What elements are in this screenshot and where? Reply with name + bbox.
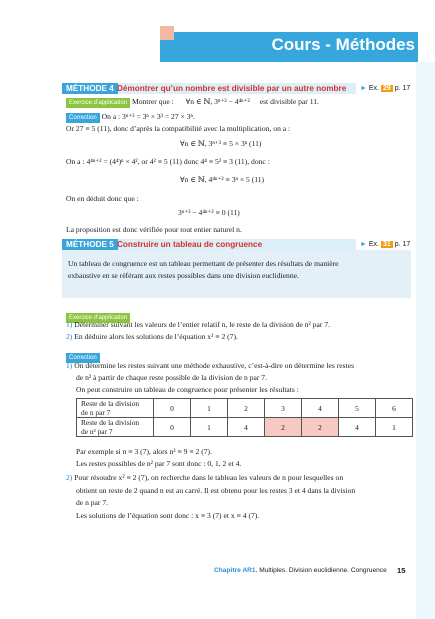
congruence-table	[76, 398, 413, 437]
method5-intro-line2: exhaustive en se référant aux restes possibles dans une division euclidienne.	[68, 271, 299, 280]
exercise-number-badge: 31	[382, 241, 391, 248]
method5-c1-remainders: Les restes possibles de n² par 7 sont donc : 0, 1, 2 et 4.	[76, 459, 242, 468]
table-cell: 4	[302, 399, 339, 418]
table-cell-highlighted: 2	[302, 418, 339, 437]
right-margin-strip	[416, 62, 435, 619]
method5-title: Construire un tableau de congruence	[117, 240, 263, 249]
page-title: Cours - Méthodes	[271, 35, 415, 54]
method5-c1-line1: 1) On détermine les restes suivant une méthode exhaustive, c’est-à-dire on détermine les restes	[66, 361, 355, 370]
method5-c1-line2: de n² à partir de chaque reste possible de la division de n par 7.	[76, 373, 268, 382]
exercise-tag: Exercice d’application	[66, 313, 130, 323]
table-cell: 1	[376, 418, 413, 437]
correction-tag: Correction	[66, 113, 100, 123]
page-footer	[214, 567, 387, 574]
method4-line2: Or 27 ≡ 5 (11), donc d’après la compatibilité avec la multiplication, on a :	[66, 124, 291, 133]
table-cell: 2	[228, 399, 265, 418]
chapter-banner	[0, 26, 435, 62]
table-cell: 4	[228, 418, 265, 437]
exercise-number-badge: 29	[382, 85, 391, 92]
table-cell: 1	[191, 399, 228, 418]
exercise-tag: Exercice d’application	[66, 98, 130, 108]
footer-chapter: Chapitre AR1.	[214, 567, 258, 574]
method4-line4: On en déduit donc que :	[66, 194, 139, 203]
method4-title: Démontrer qu’un nombre est divisible par un autre nombre	[117, 84, 347, 93]
table-cell: 3	[265, 399, 302, 418]
table-row	[77, 399, 413, 418]
method4-correction-line1: Correction On a : 3ⁿ⁺³ = 3ⁿ × 3³ = 27 × 3ⁿ.	[66, 111, 195, 123]
method5-c2-solutions: Les solutions de l’équation sont donc : x ≡ 3 (7) et x ≡ 4 (7).	[76, 511, 260, 520]
method5-question1: 1) Déterminer suivant les valeurs de l’entier relatif n, le reste de la division de n² par 7.	[66, 320, 330, 329]
page-number: 15	[397, 566, 406, 575]
table-row-header: Reste de la division de n² par 7	[77, 418, 154, 437]
table-cell: 0	[154, 418, 191, 437]
arrow-right-icon: ►	[360, 241, 367, 248]
method5-c2-line1: 2) Pour résoudre x² ≡ 2 (7), on recherche dans le tableau les valeurs de n pour lesquelles on	[66, 473, 344, 482]
method4-eq3: 3ⁿ⁺³ − 4⁴ⁿ⁺² ≡ 0 (11)	[178, 208, 240, 217]
congruence-table-wrap	[76, 398, 413, 437]
method5-tag: MÉTHODE 5	[62, 239, 118, 250]
method4-conclusion: La proposition est donc vérifiée pour tout entier naturel n.	[66, 225, 242, 234]
method5-c2-line2: obtient un reste de 2 quand n est au carré. Il est obtenu pour les restes 3 et 4 dans la division	[76, 486, 356, 495]
method5-c2-line3: de n par 7.	[76, 498, 109, 507]
method5-c1-line3: On peut construire un tableau de congruence pour présenter les résultats :	[76, 385, 299, 394]
method5-intro-line1: Un tableau de congruence est un tableau permettant de présenter des résultats de manière	[68, 259, 339, 268]
method4-exercise-ref[interactable]: ► Ex. 29 p. 17	[360, 85, 411, 92]
method4-line3: On a : 4⁴ⁿ⁺² = (4⁴)ⁿ × 4², or 4² ≡ 5 (11) donc 4⁴ ≡ 5² ≡ 3 (11), donc :	[66, 157, 270, 166]
method4-statement: Exercice d’application Montrer que : ∀n ∈ ℕ, 3ⁿ⁺³ − 4⁴ⁿ⁺² est divisible par 11.	[66, 96, 319, 108]
method4-header	[62, 83, 356, 94]
banner-accent-square	[160, 26, 174, 40]
table-cell: 5	[339, 399, 376, 418]
method5-question2: 2) En déduire alors les solutions de l’équation x² ≡ 2 (7).	[66, 332, 238, 341]
table-row-header: Reste de la division de n par 7	[77, 399, 154, 418]
method5-header	[62, 239, 356, 250]
table-cell: 0	[154, 399, 191, 418]
table-cell: 4	[339, 418, 376, 437]
table-cell: 6	[376, 399, 413, 418]
method4-eq1: ∀n ∈ ℕ, 3ⁿ⁺³ ≡ 5 × 3ⁿ (11)	[180, 139, 262, 148]
table-row	[77, 418, 413, 437]
table-cell-highlighted: 2	[265, 418, 302, 437]
method4-eq2: ∀n ∈ ℕ, 4⁴ⁿ⁺² ≡ 3ⁿ × 5 (11)	[180, 175, 265, 184]
table-cell: 1	[191, 418, 228, 437]
arrow-right-icon: ►	[360, 85, 367, 92]
correction-tag: Correction	[66, 353, 100, 363]
method4-tag: MÉTHODE 4	[62, 83, 118, 94]
method5-c1-example: Par exemple si n ≡ 3 (7), alors n² ≡ 9 ≡ 2 (7).	[76, 447, 212, 456]
footer-text: Multiples. Division euclidienne. Congruence	[259, 567, 387, 574]
method5-exercise-ref[interactable]: ► Ex. 31 p. 17	[360, 241, 411, 248]
